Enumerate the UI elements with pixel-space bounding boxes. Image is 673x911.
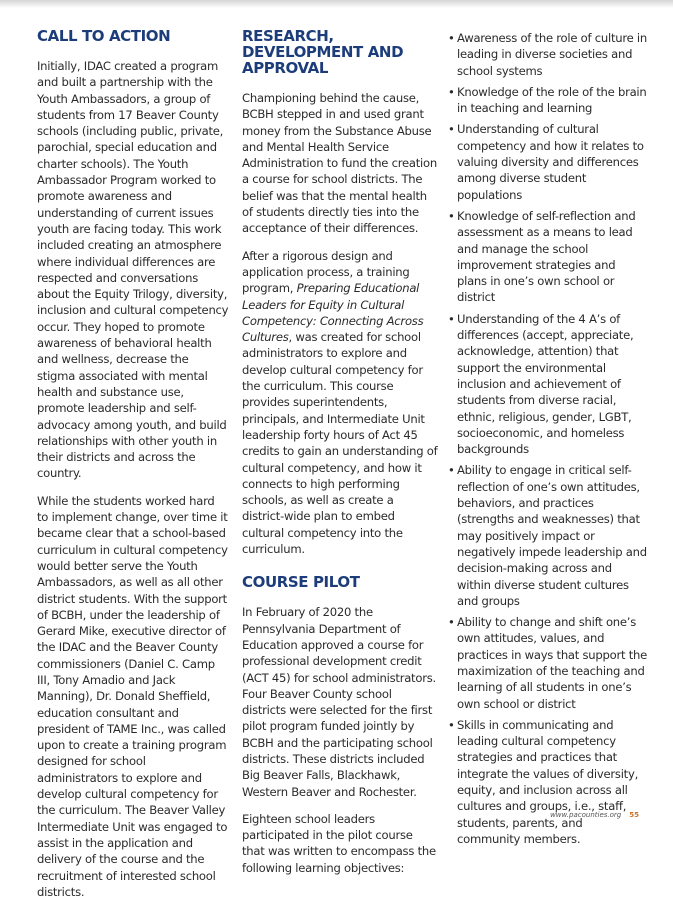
section-heading-research-development-approval: RESEARCH, DEVELOPMENT AND APPROVAL xyxy=(242,27,404,77)
paragraph: Eighteen school leaders participated in the pilot course that was written to encompass the following learning objectives: xyxy=(242,811,436,875)
section-heading-course-pilot: COURSE PILOT xyxy=(242,573,360,592)
course-title: Preparing Educational Leaders for Equity in Cultural Competency: Connecting Across Cultures xyxy=(242,281,424,345)
page-number: 55 xyxy=(629,811,639,819)
list-item-text: Skills in communicating and leading cultural competency strategies and practices that integrate the values of diversity, equity, and inclusion across all cultures and groups, i.e., staff, students, parents, and community members. xyxy=(457,717,639,846)
list-item xyxy=(448,462,648,609)
list-item-text: Understanding of the 4 A’s of differences (accept, appreciate, acknowledge, attention) that support the environmental inclusion and achievement of students from diverse racial, ethnic, religious, gender, LGBT, socioeconomic, and homeless backgrounds xyxy=(457,311,634,457)
bullet-icon: • xyxy=(448,84,455,99)
list-item xyxy=(448,614,648,712)
list-item xyxy=(448,84,648,117)
list-item-text: Awareness of the role of culture in leading in diverse societies and school systems xyxy=(457,31,648,78)
paragraph: Initially, IDAC created a program and built a partnership with the Youth Ambassadors, a group of students from 17 Beaver County schools (including public, private, parochial, special education and charter schools). The Youth Ambassador Program worked to promote awareness and understanding of current issues youth are facing today. This work included creating an atmosphere where individual differences are respected and conversations about the Equity Trilogy, diversity, inclusion and cultural competency occur. They hoped to promote awareness of behavioral health and wellness, decrease the stigma associated with mental health and substance use, promote leadership and self-advocacy among youth, and build relationships with other youth in their districts and across the country. xyxy=(37,59,229,481)
bullet-icon: • xyxy=(448,615,455,630)
bullet-icon: • xyxy=(448,122,455,137)
list-item xyxy=(448,311,648,458)
bullet-icon: • xyxy=(448,463,455,478)
page-footer xyxy=(550,811,639,819)
column-call-to-action xyxy=(37,28,229,911)
paragraph: While the students worked hard to implement change, over time it became clear that a school-based curriculum in cultural competency would better serve the Youth Ambassadors, as well as all other district students. With the support of BCBH, under the leadership of Gerard Mike, executive director of the IDAC and the Beaver County commissioners (Daniel C. Camp III, Tony Amadio and Jack Manning), Dr. Donald Sheffield, education consultant and president of TAME Inc., was called upon to create a training program designed for school administrators to explore and develop cultural competency for the curriculum. The Beaver Valley Intermediate Unit was engaged to assist in the application and delivery of the course and the recruitment of interested school districts. xyxy=(37,493,228,899)
bullet-icon: • xyxy=(448,31,455,45)
paragraph: Championing behind the cause, BCBH stepped in and used grant money from the Substance Abuse and Mental Health Service Administration to fund the creation a course for school districts. The belief was that the mental health of students directly ties into the acceptance of their differences. xyxy=(242,91,437,236)
bullet-icon: • xyxy=(448,208,455,223)
list-item xyxy=(448,208,648,306)
footer-website-link[interactable]: www.pacounties.org xyxy=(550,811,622,819)
column-research-development xyxy=(242,28,438,887)
column-learning-objectives xyxy=(448,30,648,852)
section-heading-call-to-action: CALL TO ACTION xyxy=(37,27,171,45)
paragraph-training-program xyxy=(242,248,438,558)
bullet-icon: • xyxy=(448,311,455,326)
list-item-text: Understanding of cultural competency and how it relates to valuing diversity and differences among diverse student populations xyxy=(457,122,644,202)
list-item xyxy=(448,121,648,202)
paragraph: In February of 2020 the Pennsylvania Department of Education approved a course for professional development credit (ACT 45) for school administrators. Four Beaver County school districts were selected for the first pilot program funded jointly by BCBH and the participating school districts. These districts included Big Beaver Falls, Blackhawk, Western Beaver and Rochester. xyxy=(242,605,436,799)
list-item-text: Knowledge of the role of the brain in teaching and learning xyxy=(457,84,647,116)
paragraph-text: After a rigorous design and application process, a training program, xyxy=(242,248,410,296)
list-item xyxy=(448,30,648,79)
list-item-text: Ability to change and shift one’s own attitudes, values, and practices in ways that support the maximization of the teaching and learning of all students in one’s own school or district xyxy=(457,615,647,711)
list-item-text: Ability to engage in critical self-reflection of one’s own attitudes, behaviors, and practices (strengths and weaknesses) that may positively impact or negatively impede leadership and decision-making across and within diverse student cultures and groups xyxy=(457,463,647,608)
paragraph-text: , was created for school administrators to explore and develop cultural competency for the curriculum. This course provides superintendents, principals, and Intermediate Unit leadership forty hours of Act 45 credits to gain an understanding of cultural competency, and how it connects to high performing schools, as well as create a district-wide plan to embed cultural competency into the curriculum. xyxy=(242,330,438,557)
learning-objectives-list xyxy=(448,30,648,847)
list-item-text: Knowledge of self-reflection and assessment as a means to lead and manage the school improvement strategies and plans in one’s own school or district xyxy=(457,208,636,305)
page-top-shadow xyxy=(0,0,673,8)
bullet-icon: • xyxy=(448,717,455,732)
